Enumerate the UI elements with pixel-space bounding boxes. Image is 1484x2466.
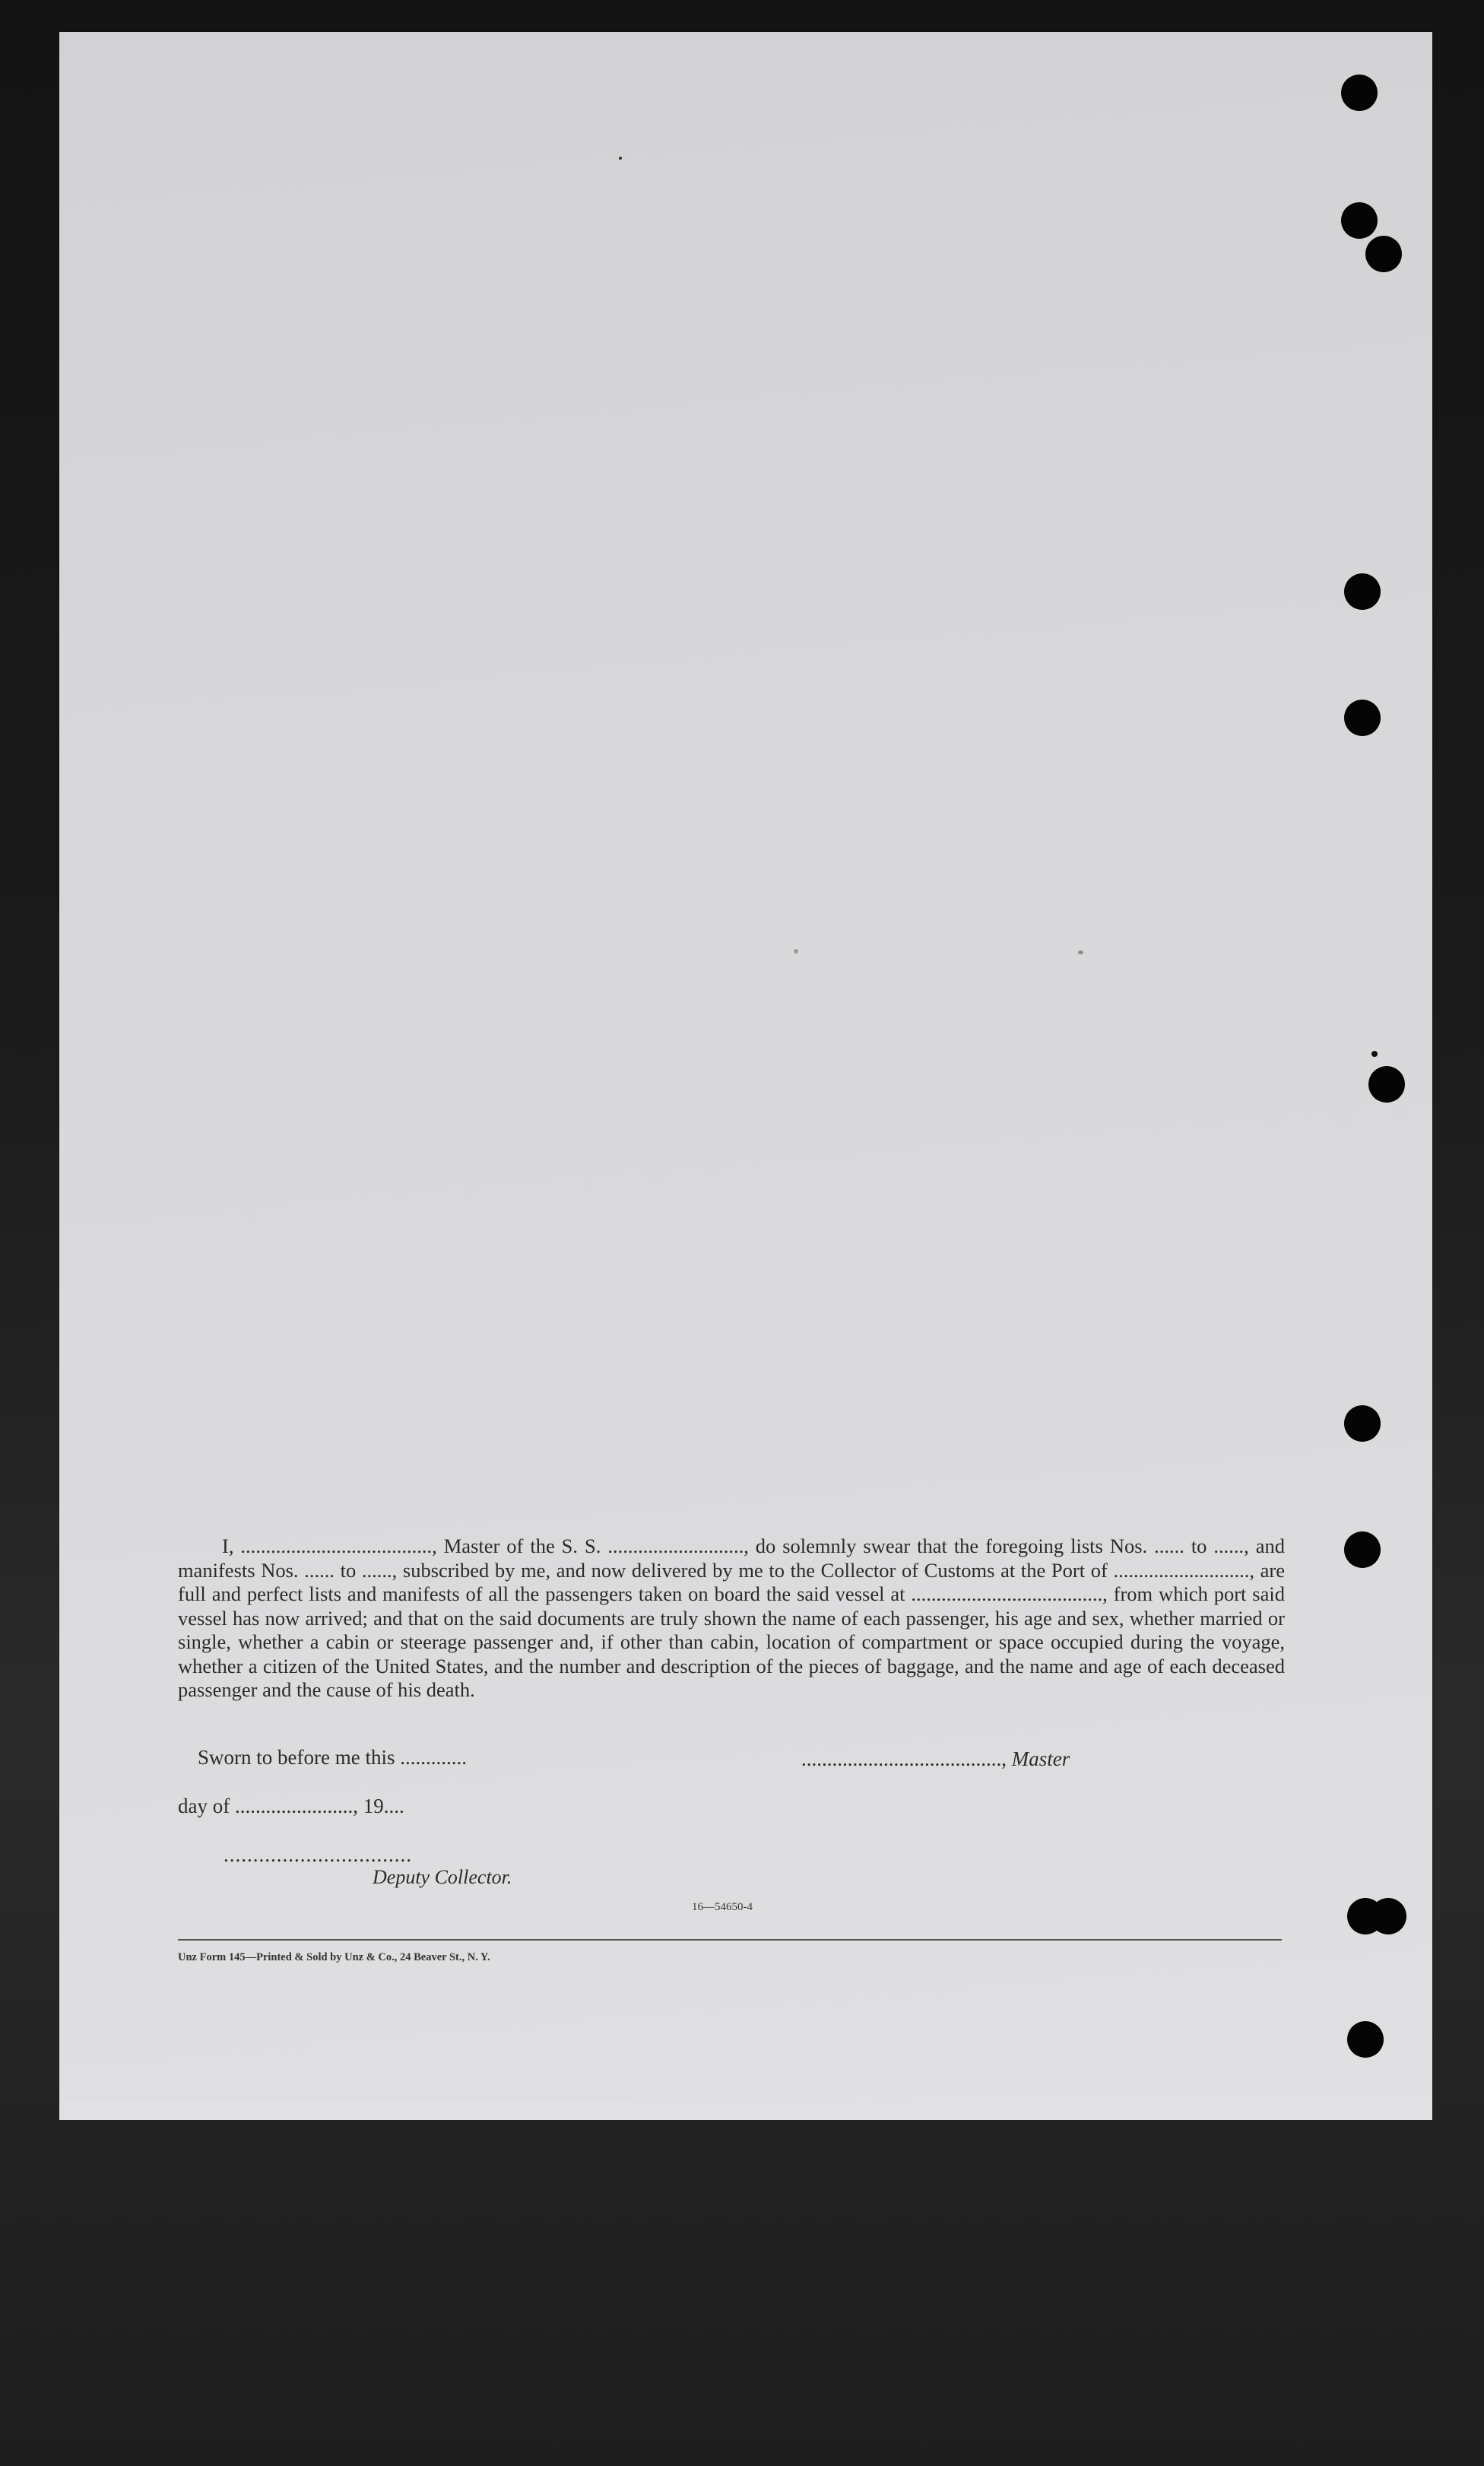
master-signature-line xyxy=(801,1747,1070,1771)
punch-hole xyxy=(1347,2021,1384,2058)
footer-divider xyxy=(178,1939,1282,1941)
sworn-before-text: Sworn to before me this ............. xyxy=(198,1746,467,1769)
punch-hole xyxy=(1344,1531,1381,1568)
punch-hole xyxy=(1344,573,1381,610)
punch-hole xyxy=(1344,700,1381,736)
oath-paragraph: I, ......................................, Master of the S. S. ..........................., do solemnly swear that the foregoing lists Nos. ...... to ......, and manifests Nos. ...... to ......, subscribed by me, and now delivered by me to the Collector of Customs at the Port of ..........................., are full and perfect lists and manifests of all the passengers taken on board the said vessel at ......................................, from which port said vessel has now arrived; and that on the said documents are truly shown the name of each passenger, his age and sex, whether married or single, whether a cabin or steerage passenger and, if other than cabin, location of compartment or space occupied during the voyage, whether a citizen of the United States, and the number and description of the pieces of baggage, and the name and age of each deceased passenger and the cause of his death. xyxy=(178,1535,1285,1701)
deputy-collector-label: Deputy Collector. xyxy=(373,1866,512,1888)
master-dotted-line: ......................................., xyxy=(801,1747,1007,1770)
punch-hole xyxy=(1344,1405,1381,1442)
document-page-bottom xyxy=(59,2099,1432,2120)
punch-hole xyxy=(1370,1898,1406,1934)
printer-credit: Unz Form 145—Printed & Sold by Unz & Co., 24 Beaver St., N. Y. xyxy=(178,1951,490,1963)
scan-speck xyxy=(619,157,622,160)
scan-speck xyxy=(1078,951,1083,954)
punch-hole xyxy=(1368,1066,1405,1103)
punch-hole xyxy=(1341,202,1378,239)
day-of-text: day of ......................., 19.... xyxy=(178,1795,404,1817)
master-label: Master xyxy=(1011,1747,1070,1770)
punch-hole xyxy=(1341,75,1378,111)
scan-speck xyxy=(794,949,798,954)
punch-hole xyxy=(1365,236,1402,272)
form-number: 16—54650-4 xyxy=(692,1901,753,1913)
deputy-signature-line: ................................ xyxy=(224,1843,412,1866)
scan-speck xyxy=(1371,1051,1378,1057)
oath-text-block xyxy=(178,1535,1285,1703)
